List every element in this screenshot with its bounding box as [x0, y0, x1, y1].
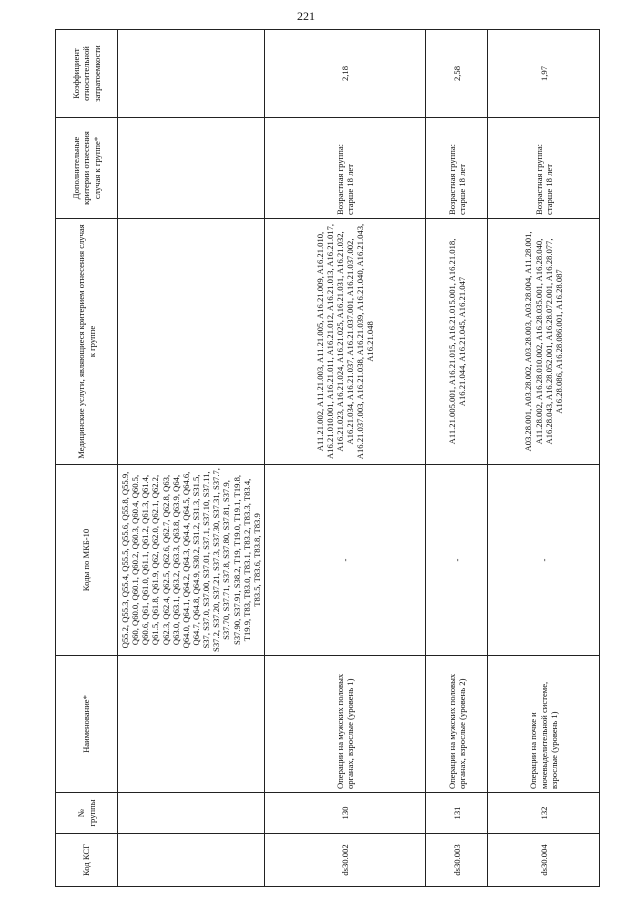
- header-name: Наименование*: [56, 656, 118, 793]
- page-number: 221: [297, 9, 315, 23]
- cont-name: [118, 656, 265, 793]
- cell-criteria: Возрастная группа: старше 18 лет: [488, 118, 600, 219]
- header-group-no: № группы: [56, 793, 118, 834]
- cell-criteria: Возрастная группа: старше 18 лет: [426, 118, 488, 219]
- cell-name: Операции на мужских половых органах, взрослые (уровень 2): [426, 656, 488, 793]
- ksg-table: [55, 29, 600, 887]
- cell-group-no: 132: [488, 793, 600, 834]
- cell-icd: -: [264, 465, 425, 656]
- cell-icd: -: [488, 465, 600, 656]
- continuation-row: [118, 30, 265, 887]
- cell-group-no: 131: [426, 793, 488, 834]
- table-row: [488, 30, 600, 887]
- cell-coef: 2,58: [426, 30, 488, 118]
- header-code: Код КСГ: [56, 834, 118, 887]
- cell-services: A03.28.001, A03.28.002, A03.28.003, A03.28.004, A11.28.001, A11.28.002, A16.28.010.002, A16.28.035.001, A16.28.040, A16.28.043, A16.28.052.001, A16.28.072.001, A16.28.077, A16.28.086, A16.28.086.001, A16.28.087: [488, 219, 600, 465]
- cell-coef: 2,18: [264, 30, 425, 118]
- rotated-table-container: [55, 30, 600, 887]
- cell-icd: -: [426, 465, 488, 656]
- cont-services: [118, 219, 265, 465]
- cell-criteria: Возрастная группа: старше 18 лет: [264, 118, 425, 219]
- cell-code: ds30.003: [426, 834, 488, 887]
- header-row: [56, 30, 118, 887]
- cell-services: A11.21.002, A11.21.003, A11.21.005, A16.21.009, A16.21.010, A16.21.010.001, A16.21.011, A16.21.012, A16.21.013, A16.21.017, A16.21.023, A16.21.024, A16.21.025, A16.21.031, A16.21.032, A16.21.034, A16.21.037, A16.21.037.001, A16.21.037.002, A16.21.037.003, A16.21.038, A16.21.039, A16.21.040, A16.21.043, A16.21.048: [264, 219, 425, 465]
- cont-icd: Q55.2, Q55.3, Q55.4, Q55.5, Q55.6, Q55.8, Q55.9, Q60, Q60.0, Q60.1, Q60.2, Q60.3, Q60.4, Q60.5, Q60.6, Q61, Q61.0, Q61.1, Q61.2, Q61.3, Q61.4, Q61.5, Q61.8, Q61.9, Q62, Q62.0, Q62.1, Q62.2, Q62.3, Q62.4, Q62.5, Q62.6, Q62.7, Q62.8, Q63, Q63.0, Q63.1, Q63.2, Q63.3, Q63.8, Q63.9, Q64, Q64.0, Q64.1, Q64.2, Q64.3, Q64.4, Q64.5, Q64.6, Q64.7, Q64.8, Q64.9, S30.2, S31.2, S31.3, S31.5, S37, S37.0, S37.00, S37.01, S37.1, S37.10, S37.11, S37.2, S37.20, S37.21, S37.3, S37.30, S37.31, S37.7, S37.70, S37.71, S37.8, S37.80, S37.81, S37.9, S37.90, S37.91, S38.2, T19, T19.0, T19.1, T19.8, T19.9, T83, T83.0, T83.1, T83.2, T83.3, T83.4, T83.5, T83.6, T83.8, T83.9: [118, 465, 265, 656]
- table-row: [426, 30, 488, 887]
- cont-code: [118, 834, 265, 887]
- cell-coef: 1,97: [488, 30, 600, 118]
- header-criteria: Дополнительные критерии отнесения случая к группе*: [56, 118, 118, 219]
- cell-name: Операции на почке и мочевыделительной системе, взрослые (уровень 1): [488, 656, 600, 793]
- cell-code: ds30.004: [488, 834, 600, 887]
- header-coef: Коэффициент относительной затратоемкости: [56, 30, 118, 118]
- cell-services: A11.21.005.001, A16.21.015, A16.21.015.001, A16.21.018, A16.21.044, A16.21.045, A16.21.047: [426, 219, 488, 465]
- header-icd: Коды по МКБ-10: [56, 465, 118, 656]
- cell-name: Операции на мужских половых органах, взрослые (уровень 1): [264, 656, 425, 793]
- header-services: Медицинские услуги, являющиеся критерием отнесения случая к группе: [56, 219, 118, 465]
- cont-criteria: [118, 118, 265, 219]
- cont-group-no: [118, 793, 265, 834]
- cont-coef: [118, 30, 265, 118]
- cell-code: ds30.002: [264, 834, 425, 887]
- cell-group-no: 130: [264, 793, 425, 834]
- table-row: [264, 30, 425, 887]
